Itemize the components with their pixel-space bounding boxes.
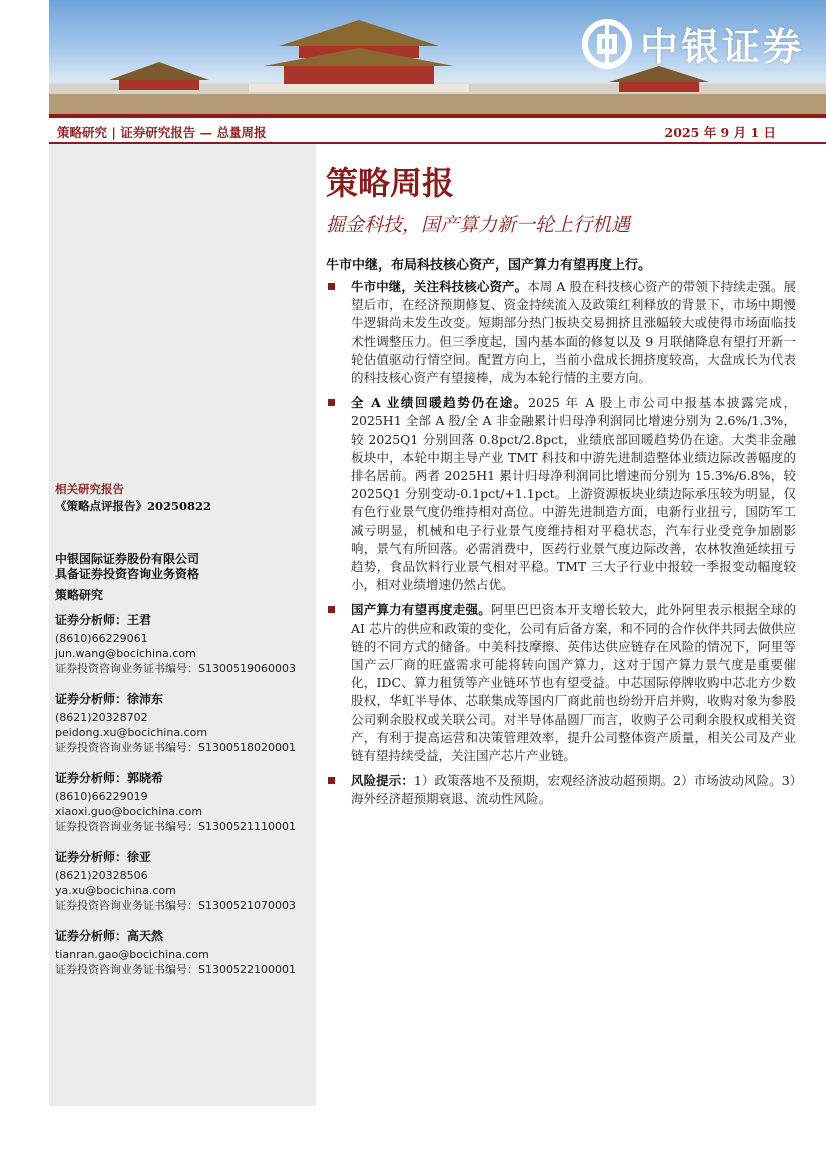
report-title: 策略周报 bbox=[326, 164, 455, 202]
report-date: 2025 年 9 月 1 日 bbox=[664, 125, 776, 140]
key-point-body: 阿里巴巴资本开支增长较大，此外阿里表示根据全球的 AI 芯片的供应和政策的变化，公司有后备方案，和不同的合作伙伴共同去做供应链的不同方式的储备。中美科技摩擦、英伟达供应链存在风险的情况下，阿里等国产云厂商的旺盛需求可能将转向国产算力，这对于国产算力景气度是重要催化，IDC、算力租赁等产业链环节也有望受益。中芯国际停牌收购中芯北方少数股权，华虹半导体、芯联集成等国内厂商此前也纷纷开启并购，收购对象为参股公司剩余股权或关联公司。对半导体晶圆厂而言，收购子公司剩余股权或相关资产，有利于提高运营和决策管理效率，提升公司整体资产质量，相关公司及产业链有望持续受益，关注国产芯片产业链。 bbox=[351, 602, 796, 764]
bullet-square-icon bbox=[328, 777, 335, 784]
header-banner bbox=[49, 0, 826, 114]
related-reports-title: 相关研究报告 bbox=[55, 482, 124, 496]
analyst-card bbox=[55, 850, 315, 913]
left-margin bbox=[0, 0, 49, 1169]
key-point-heading: 全 A 业绩回暖趋势仍在途。 bbox=[351, 395, 529, 411]
report-subtitle: 掘金科技，国产算力新一轮上行机遇 bbox=[326, 214, 631, 236]
key-point bbox=[326, 278, 796, 387]
analyst-name: 证券分析师：郭晓希 bbox=[55, 771, 164, 785]
analyst-card bbox=[55, 929, 315, 977]
analyst-email[interactable]: peidong.xu@bocichina.com bbox=[55, 726, 208, 739]
key-point bbox=[326, 394, 796, 594]
analyst-phone: (8610)66229061 bbox=[55, 632, 148, 645]
key-point-heading: 国产算力有望再度走强。 bbox=[351, 602, 491, 618]
bullet-square-icon bbox=[328, 399, 335, 406]
key-point-body: 1）政策落地不及预期，宏观经济波动超预期。2）市场波动风险。3）海外经济超预期衰退、流动性风险。 bbox=[351, 773, 796, 807]
company-name: 中银国际证券股份有限公司 bbox=[55, 552, 200, 566]
brand-logo bbox=[582, 16, 804, 71]
breadcrumb: 策略研究 | 证券研究报告 — 总量周报 bbox=[57, 125, 267, 140]
analyst-name: 证券分析师：王君 bbox=[55, 613, 152, 627]
analyst-license: 证券投资咨询业务证书编号：S1300521110001 bbox=[55, 820, 296, 833]
analyst-card bbox=[55, 692, 315, 755]
key-point-body: 2025 年 A 股上市公司中报基本披露完成，2025H1 全部 A 股/全 A 非金融累计归母净利润同比增速分别为 2.6%/1.3%，较 2025Q1 分别回落 0.8pct/2.8pct，业绩底部回暖趋势仍在途。大类非金融板块中，本轮中期主导产业 TMT 科技和中游先进制造整体业绩边际改善幅度的排名居前。两者 2025H1 累计归母净利润同比增速而分别为 15.3%/6.8%，较 2025Q1 分别变动-0.1pct/+1.1pct。上游资源板块业绩边际承压较为明显，仅有色行业景气度仍维持相对高位。中游先进制造方面，电新行业扭亏，国防军工减亏明显，机械和电子行业景气度维持相对平稳状态，汽车行业受竞争加剧影响，景气有所回落。必需消费中，医药行业景气度边际改善，农林牧渔延续扭亏趋势，食品饮料行业景气相对平稳。TMT 三大子行业中报较一季报变动幅度较小，相对业绩增速仍然占优。 bbox=[351, 395, 796, 593]
analyst-email[interactable]: ya.xu@bocichina.com bbox=[55, 884, 176, 897]
analyst-license: 证券投资咨询业务证书编号：S1300522100001 bbox=[55, 963, 296, 976]
analyst-license: 证券投资咨询业务证书编号：S1300521070003 bbox=[55, 899, 296, 912]
key-point bbox=[326, 601, 796, 765]
key-point bbox=[326, 772, 796, 808]
analyst-phone: (8610)66229019 bbox=[55, 790, 148, 803]
key-point-heading: 牛市中继，关注科技核心资产。 bbox=[351, 279, 528, 294]
analyst-phone: (8621)20328702 bbox=[55, 711, 148, 724]
logo-text: 中银证券 bbox=[639, 25, 804, 69]
analyst-email[interactable]: tianran.gao@bocichina.com bbox=[55, 948, 209, 961]
key-points-list bbox=[326, 278, 796, 816]
bullet-square-icon bbox=[328, 283, 335, 290]
analyst-email[interactable]: xiaoxi.guo@bocichina.com bbox=[55, 805, 203, 818]
analyst-card bbox=[55, 613, 315, 676]
sidebar bbox=[49, 144, 316, 1106]
analyst-license: 证券投资咨询业务证书编号：S1300518020001 bbox=[55, 741, 296, 754]
boc-logo-icon bbox=[582, 19, 632, 69]
key-point-heading: 风险提示： bbox=[351, 773, 414, 789]
analyst-name: 证券分析师：徐亚 bbox=[55, 850, 152, 864]
key-point-body: 本周 A 股在科技核心资产的带领下持续走强。展望后市，在经济预期修复、资金持续流入及政策红利释放的背景下，市场中期慢牛逻辑尚未发生改变。短期部分热门板块交易拥挤且涨幅较大或使得市场面临技术性调整压力。但三季度起，国内基本面的修复以及 9 月联储降息有望打开新一轮估值驱动行情空间。配置方向上，当前小盘成长拥挤度较高，大盘成长为代表的科技核心资产有望接棒，成为本轮行情的主要方向。 bbox=[351, 279, 796, 386]
analyst-card bbox=[55, 771, 315, 834]
department: 策略研究 bbox=[55, 588, 104, 602]
bullet-square-icon bbox=[328, 606, 335, 613]
report-meta-bar bbox=[49, 114, 826, 144]
analyst-email[interactable]: jun.wang@bocichina.com bbox=[55, 647, 196, 660]
analyst-license: 证券投资咨询业务证书编号：S1300519060003 bbox=[55, 662, 296, 675]
related-report-item: 《策略点评报告》20250822 bbox=[55, 499, 212, 513]
qualification: 具备证券投资咨询业务资格 bbox=[55, 567, 200, 581]
report-lead: 牛市中继，布局科技核心资产，国产算力有望再度上行。 bbox=[326, 258, 652, 273]
analyst-phone: (8621)20328506 bbox=[55, 869, 148, 882]
analyst-name: 证券分析师：徐沛东 bbox=[55, 692, 164, 706]
analyst-name: 证券分析师：高天然 bbox=[55, 929, 164, 943]
